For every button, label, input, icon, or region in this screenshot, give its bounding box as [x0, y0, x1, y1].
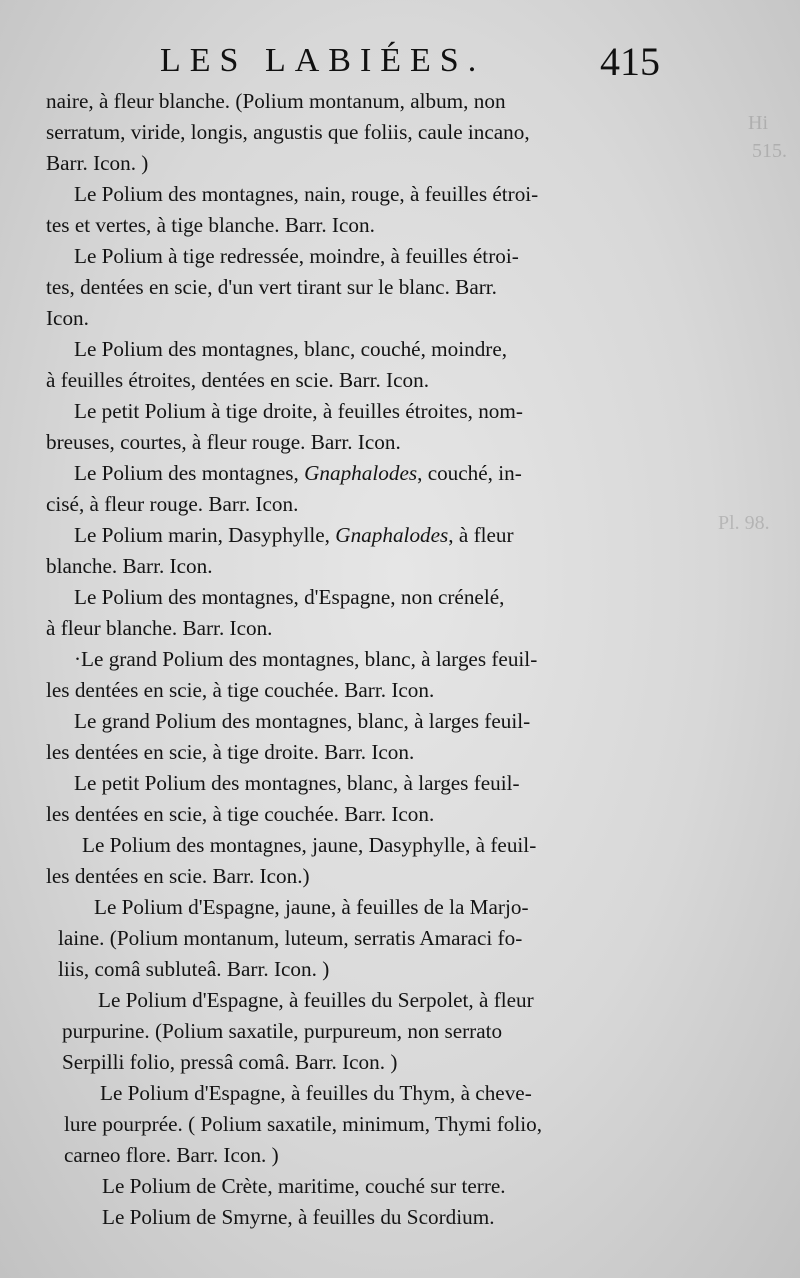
text-line: lure pourprée. ( Polium saxatile, minimum, Thymi folio,	[64, 1112, 543, 1136]
text-line: ·Le grand Polium des montagnes, blanc, à larges feuil-	[74, 647, 538, 671]
paragraph	[46, 86, 676, 179]
paragraph	[46, 396, 676, 458]
paragraph	[46, 892, 676, 985]
text-line: Le petit Polium à tige droite, à feuilles étroites, nom-	[74, 399, 523, 423]
text-line: les dentées en scie, à tige couchée. Barr. Icon.	[46, 678, 435, 702]
paragraph	[46, 768, 676, 830]
text-line: blanche. Barr. Icon.	[46, 554, 213, 578]
text-line: les dentées en scie. Barr. Icon.)	[46, 864, 310, 888]
text-line: Le grand Polium des montagnes, blanc, à larges feuil-	[74, 709, 531, 733]
text-line: breuses, courtes, à fleur rouge. Barr. Icon.	[46, 430, 401, 454]
bleed-text: Hi	[748, 112, 768, 134]
text-line: liis, comâ subluteâ. Barr. Icon. )	[58, 957, 330, 981]
bleed-text: 515.	[752, 140, 787, 162]
text-line: tes et vertes, à tige blanche. Barr. Icon.	[46, 213, 375, 237]
text-line: Le Polium de Smyrne, à feuilles du Scordium.	[102, 1205, 495, 1229]
text-line: Le Polium des montagnes, d'Espagne, non crénelé,	[74, 585, 505, 609]
text-line: à fleur blanche. Barr. Icon.	[46, 616, 273, 640]
text-line: Barr. Icon. )	[46, 151, 149, 175]
text-line: Le Polium marin, Dasyphylle, Gnaphalodes, à fleur	[74, 523, 514, 547]
paragraph	[46, 334, 676, 396]
text-line: Le Polium à tige redressée, moindre, à feuilles étroi-	[74, 244, 519, 268]
paragraph	[46, 582, 676, 644]
paragraph	[46, 985, 676, 1078]
page-number: 415	[600, 39, 660, 84]
text-line: Le Polium des montagnes, nain, rouge, à feuilles étroi-	[74, 182, 539, 206]
bleed-plate-ref: Pl. 98.	[718, 512, 770, 534]
text-line: laine. (Polium montanum, luteum, serratis Amaraci fo-	[58, 926, 523, 950]
text-line: tes, dentées en scie, d'un vert tirant sur le blanc. Barr.	[46, 275, 497, 299]
paragraph	[46, 706, 676, 768]
text-line: Le Polium d'Espagne, à feuilles du Serpolet, à fleur	[98, 988, 534, 1012]
paragraph	[46, 1171, 676, 1202]
text-line: serratum, viride, longis, angustis que foliis, caule incano,	[46, 120, 530, 144]
text-line: purpurine. (Polium saxatile, purpureum, non serrato	[62, 1019, 503, 1043]
text-line: Le Polium d'Espagne, à feuilles du Thym, à cheve-	[100, 1081, 532, 1105]
paragraph	[46, 1202, 676, 1233]
text-line: carneo flore. Barr. Icon. )	[64, 1143, 279, 1167]
text-line: Le petit Polium des montagnes, blanc, à larges feuil-	[74, 771, 520, 795]
paragraph	[46, 644, 676, 706]
text-line: Le Polium des montagnes, blanc, couché, moindre,	[74, 337, 508, 361]
text-line: à feuilles étroites, dentées en scie. Barr. Icon.	[46, 368, 429, 392]
text-line: cisé, à fleur rouge. Barr. Icon.	[46, 492, 299, 516]
text-line: les dentées en scie, à tige couchée. Barr. Icon.	[46, 802, 435, 826]
body-text	[46, 86, 676, 1233]
text-line: naire, à fleur blanche. (Polium montanum, album, non	[46, 89, 506, 113]
text-line: Icon.	[46, 306, 89, 330]
text-line: Le Polium des montagnes, jaune, Dasyphylle, à feuil-	[82, 833, 537, 857]
paragraph	[46, 1078, 676, 1171]
text-line: Le Polium d'Espagne, jaune, à feuilles de la Marjo-	[94, 895, 529, 919]
running-title: LES LABIÉES.	[160, 42, 486, 79]
text-line: Le Polium des montagnes, Gnaphalodes, couché, in-	[74, 461, 522, 485]
text-line: Serpilli folio, pressâ comâ. Barr. Icon. )	[62, 1050, 398, 1074]
paragraph	[46, 458, 676, 520]
text-line: les dentées en scie, à tige droite. Barr. Icon.	[46, 740, 415, 764]
paragraph	[46, 179, 676, 241]
paragraph	[46, 241, 676, 334]
paragraph	[46, 520, 676, 582]
paragraph	[46, 830, 676, 892]
text-line: Le Polium de Crète, maritime, couché sur terre.	[102, 1174, 506, 1198]
